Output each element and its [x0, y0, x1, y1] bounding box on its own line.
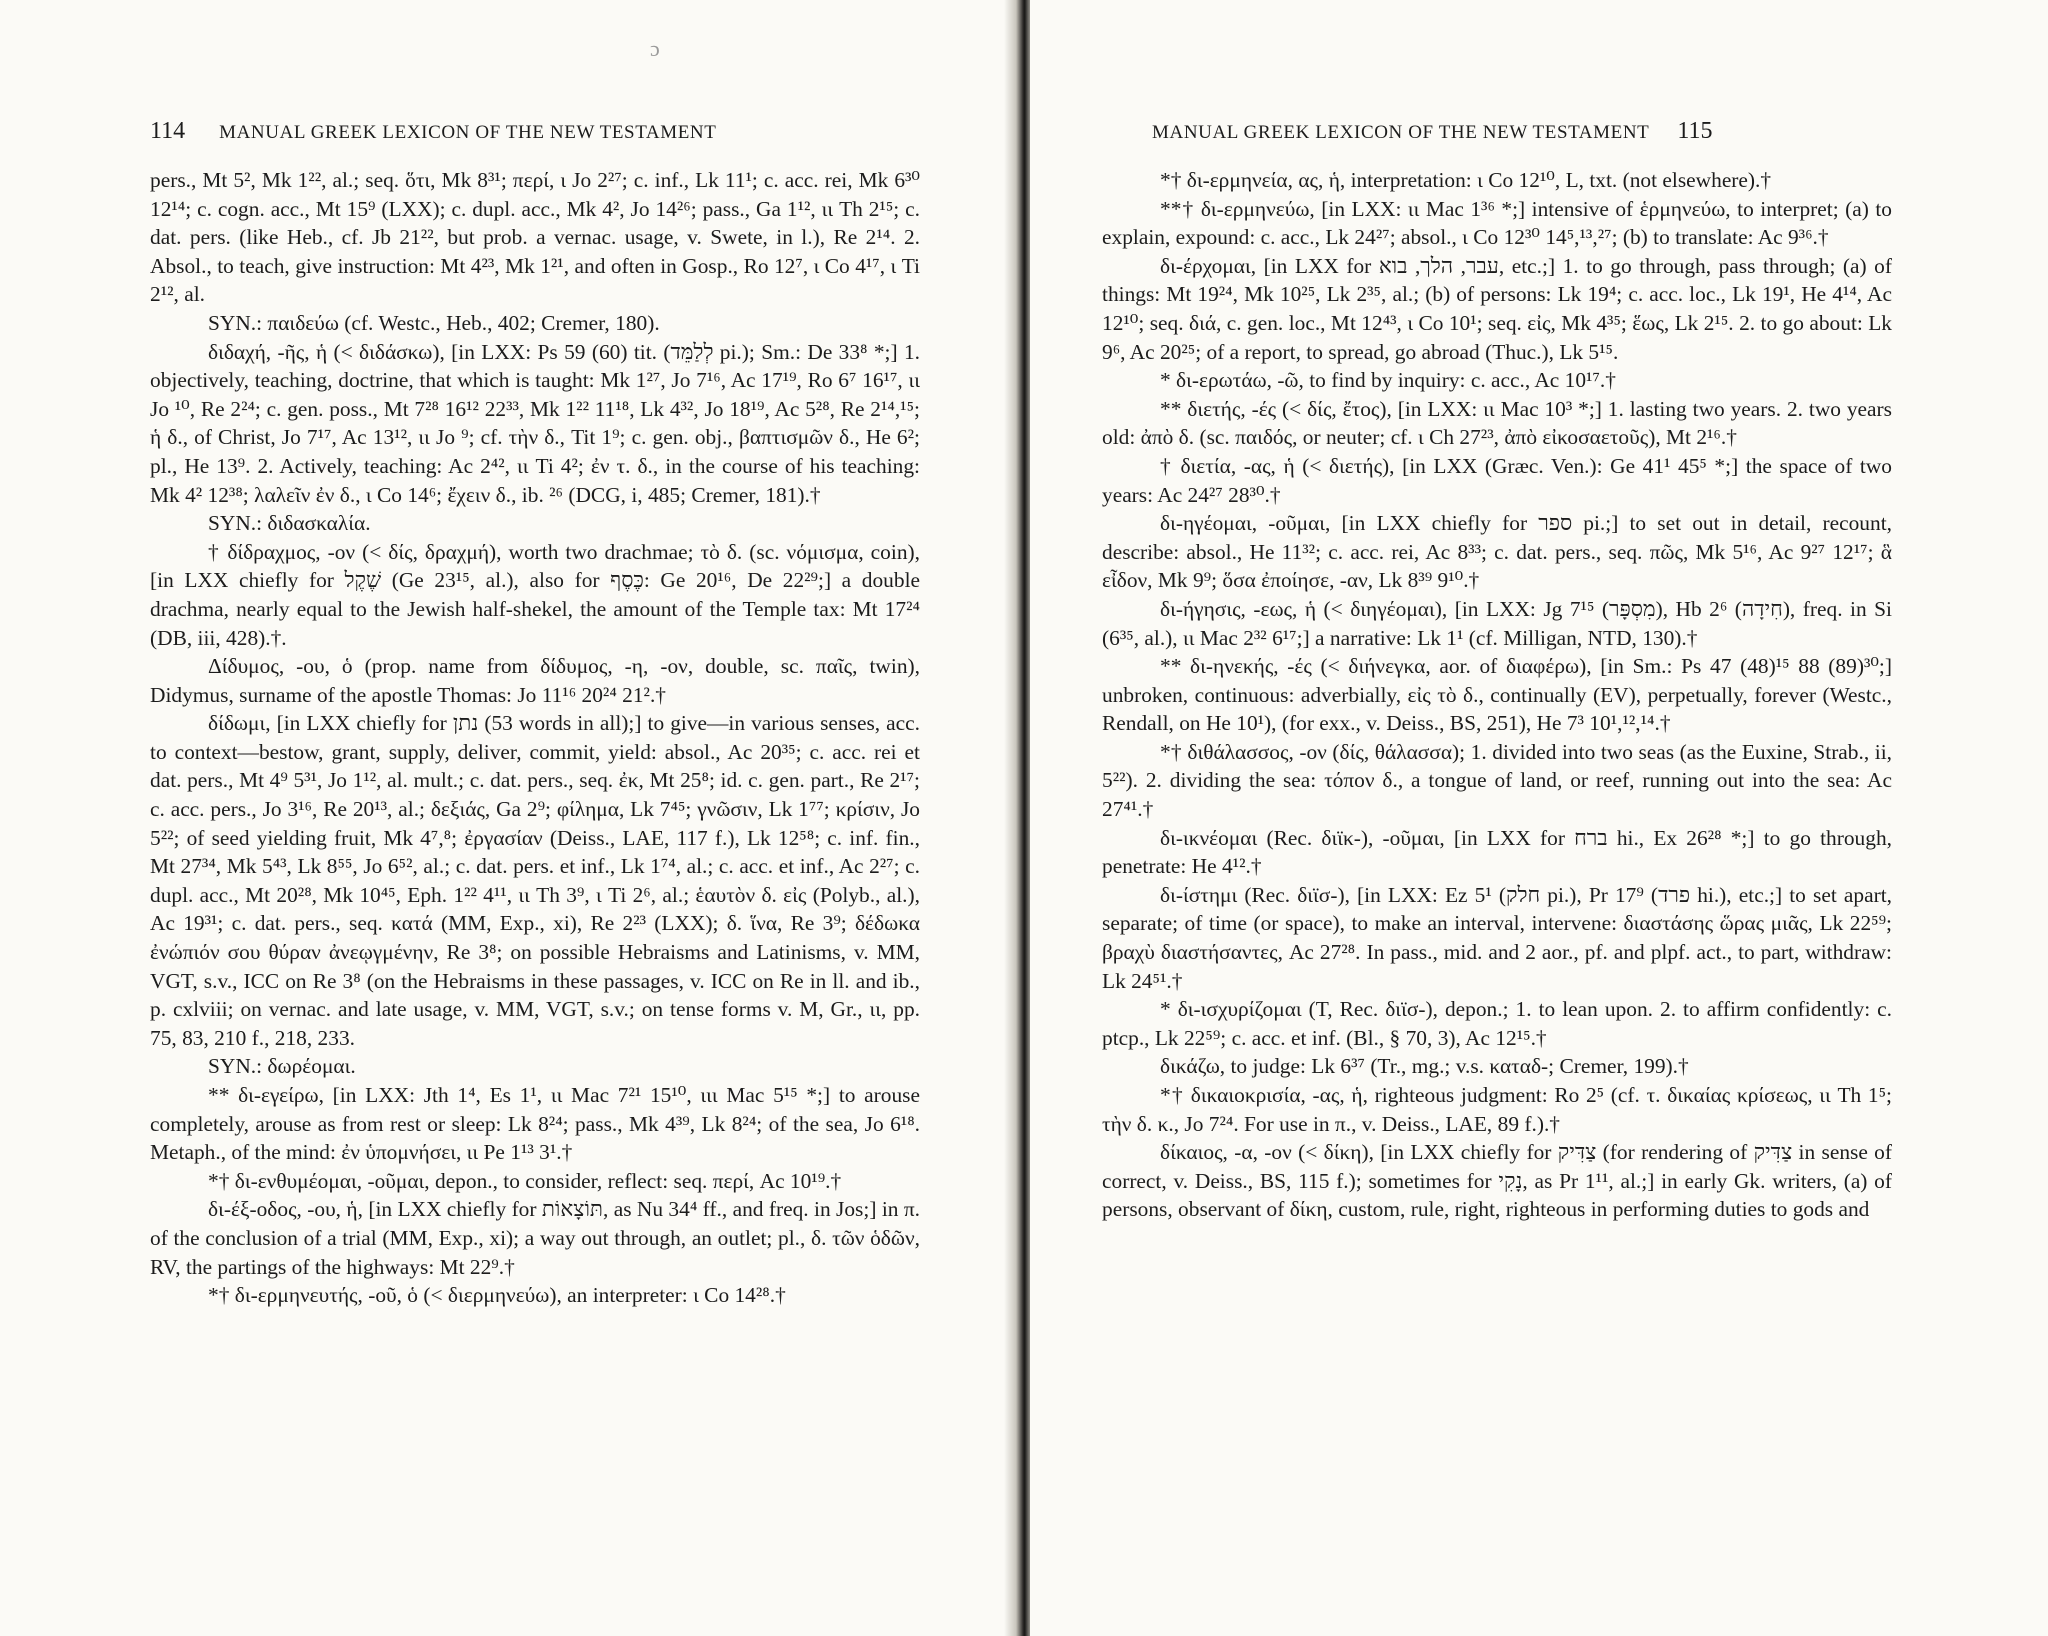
- right-running-head: MANUAL GREEK LEXICON OF THE NEW TESTAMENT: [1152, 122, 1650, 143]
- lexicon-entry: * δι-ισχυρίζομαι (T, Rec. διϊσ-), depon.; 1. to lean upon. 2. to affirm confidently: c. ptcp., Lk 22⁵⁹; c. acc. et inf. (Bl., § 70, 3), Ac 12¹⁵.†: [1102, 997, 1892, 1050]
- lexicon-entry: δι-ηγέομαι, -οῦμαι, [in LXX chiefly for ספר pi.;] to set out in detail, recount, describe: absol., He 11³²; c. acc. rei, Ac 8³³; c. dat. pers., seq. πῶς, Mk 5¹⁶, Ac 9²⁷ 12¹⁷; ἃ εἶδον, Mk 9⁹; ὅσα ἐποίησε, -αν, Lk 8³⁹ 9¹⁰.†: [1102, 511, 1892, 593]
- lexicon-entry: ** δι-εγείρω, [in LXX: Jth 1⁴, Es 1¹, ιι Mac 7²¹ 15¹⁰, ιιι Mac 5¹⁵ *;] to arouse completely, arouse as from rest or sleep: Lk 8²⁴; pass., Mk 4³⁹, Lk 8²⁴; of the sea, Jo 6¹⁸. Metaph., of the mind: ἐν ὑπομνήσει, ιι Pe 1¹³ 3¹.†: [150, 1083, 920, 1165]
- lexicon-entry: ** διετής, -ές (< δίς, ἔτος), [in LXX: ιι Mac 10³ *;] 1. lasting two years. 2. two years old: ἀπὸ δ. (sc. παιδός, or neuter; cf. ι Ch 27²³, ἀπὸ εἰκοσαετοῦς), Mt 2¹⁶.†: [1102, 396, 1892, 450]
- lexicon-entry: δι-έξ-οδος, -ου, ἡ, [in LXX chiefly for תּוֹצָאוֹת, as Nu 34⁴ ff., and freq. in Jos;] in π. of the conclusion of a trial (MM, Exp., xi); a way out through, an outlet; pl., δ. τῶν ὁδῶν, RV, the partings of the highways: Mt 22⁹.†: [150, 1197, 920, 1279]
- lexicon-entry: † δίδραχμος, -ον (< δίς, δραχμή), worth two drachmae; τὸ δ. (sc. νόμισμα, coin), [in LXX chiefly for שֶׁקֶל (Ge 23¹⁵, al.), also for כֶּסֶף: Ge 20¹⁶, De 22²⁹;] a double drachma, nearly equal to the Jewish half-shekel, the amount of the Temple tax: Mt 17²⁴ (DB, iii, 428).†.: [150, 539, 921, 650]
- lexicon-entry: δι-ικνέομαι (Rec. διϊκ-), -οῦμαι, [in LXX for ברח hi., Ex 26²⁸ *;] to go through, penetrate: He 4¹².†: [1102, 825, 1892, 879]
- left-running-head: MANUAL GREEK LEXICON OF THE NEW TESTAMENT: [219, 122, 717, 143]
- stray-mark: ɔ: [650, 36, 660, 61]
- lexicon-entry: διδαχή, -ῆς, ἡ (< διδάσκω), [in LXX: Ps 59 (60) tit. (לְלַמֵּד pi.); Sm.: De 33⁸ *;] 1. objectively, teaching, doctrine, that which is taught: Mk 1²⁷, Jo 7¹⁶, Ac 17¹⁹, Ro 6⁷ 16¹⁷, ιι Jo ¹⁰, Re 2²⁴; c. gen. poss., Mt 7²⁸ 16¹² 22³³, Mk 1²² 11¹⁸, Lk 4³², Jo 18¹⁹, Ac 5²⁸, Re 2¹⁴,¹⁵; ἡ δ., of Christ, Jo 7¹⁷, Ac 13¹², ιι Jo ⁹; cf. τὴν δ., Tit 1⁹; c. gen. obj., βαπτισμῶν δ., He 6²; pl., He 13⁹. 2. Actively, teaching: Ac 2⁴², ιι Ti 4²; ἐν τ. δ., in the course of his teaching: Mk 4² 12³⁸; λαλεῖν ἐν δ., ι Co 14⁶; ἔχειν δ., ib. ²⁶ (DCG, i, 485; Cremer, 181).†: [150, 339, 921, 507]
- left-page-column: [150, 166, 920, 1310]
- lexicon-entry: δι-ήγησις, -εως, ἡ (< διηγέομαι), [in LXX: Jg 7¹⁵ (מִסְפָּר), Hb 2⁶ (חִידָה), freq. in Si (6³⁵, al.), ιι Mac 2³² 6¹⁷;] a narrative: Lk 1¹ (cf. Milligan, NTD, 130).†: [1102, 596, 1892, 650]
- lexicon-entry: *† διθάλασσος, -ον (δίς, θάλασσα); 1. divided into two seas (as the Euxine, Strab., ii, 5²²). 2. dividing the sea: τόπον δ., a tongue of land, or reef, running out into the sea: Ac 27⁴¹.†: [1102, 739, 1892, 822]
- lexicon-entry: δι-έρχομαι, [in LXX for עבר, הלך, בוא, etc.;] 1. to go through, pass through; (a) of things: Mt 19²⁴, Mk 10²⁵, Lk 2³⁵, al.; (b) of persons: Lk 19⁴; c. acc. loc., Lk 19¹, He 4¹⁴, Ac 12¹⁰; seq. διά, c. gen. loc., Mt 12⁴³, ι Co 10¹; seq. εἰς, Mk 4³⁵; ἕως, Lk 2¹⁵. 2. to go about: Lk 9⁶, Ac 20²⁵; of a report, to spread, go abroad (Thuc.), Lk 5¹⁵.: [1102, 253, 1893, 364]
- lexicon-entry: δι-ίστημι (Rec. διϊσ-), [in LXX: Ez 5¹ (חלק pi.), Pr 17⁹ (פרד hi.), etc.;] to set apart, separate; of time (or space), to make an interval, intervene: διαστάσης ὥρας μιᾶς, Lk 22⁵⁹; βραχὺ διαστήσαντες, Ac 27²⁸. In pass., mid. and 2 aor., pf. and plpf. act., to part, withdraw: Lk 24⁵¹.†: [1102, 882, 1892, 993]
- synonym-note: SYN.: δωρέομαι.: [208, 1054, 356, 1079]
- lexicon-entry: *† δι-ερμηνευτής, -οῦ, ὁ (< διερμηνεύω), an interpreter: ι Co 14²⁸.†: [208, 1283, 786, 1308]
- lexicon-entry: δικάζω, to judge: Lk 6³⁷ (Tr., mg.; v.s. καταδ-; Cremer, 199).†: [1160, 1054, 1689, 1079]
- synonym-note: SYN.: παιδεύω (cf. Westc., Heb., 402; Cremer, 180).: [208, 310, 660, 335]
- lexicon-entry: δίδωμι, [in LXX chiefly for נתן (53 words in all);] to give—in various senses, acc. to context—bestow, grant, supply, deliver, commit, yield: absol., Ac 20³⁵; c. acc. rei et dat. pers., Mt 4⁹ 5³¹, Jo 1¹², al. mult.; c. dat. pers., seq. ἐκ, Mt 25⁸; id. c. gen. part., Re 2¹⁷; c. acc. pers., Jo 3¹⁶, Re 20¹³, al.; δεξιάς, Ga 2⁹; φίλημα, Lk 7⁴⁵; γνῶσιν, Lk 1⁷⁷; κρίσιν, Jo 5²²; of seed yielding fruit, Mk 4⁷,⁸; ἐργασίαν (Deiss., LAE, 117 f.), Lk 12⁵⁸; c. inf. fin., Mt 27³⁴, Mk 5⁴³, Lk 8⁵⁵, Jo 6⁵², al.; c. dat. pers. et inf., Lk 1⁷⁴, al.; c. acc. et inf., Ac 2²⁷; c. dupl. acc., Mt 20²⁸, Mk 10⁴⁵, Eph. 1²² 4¹¹, ιι Th 3⁹, ι Ti 2⁶, al.; ἑαυτὸν δ. εἰς (Polyb., al.), Ac 19³¹; c. dat. pers., seq. κατά (MM, Exp., xi), Re 2²³ (LXX); δ. ἵνα, Re 3⁹; δέδωκα ἐνώπιόν σου θύραν ἀνεῳγμένην, Re 3⁸; on possible Hebraisms and Latinisms, v. MM, VGT, s.v., ICC on Re 3⁸ (on the Hebraisms in these passages, v. ICC on Re in ll. and ib., p. cxlviii; on vernac. and late usage, v. MM, VGT, s.v.; on tense forms v. M, Gr., ιι, pp. 75, 83, 210 f., 218, 233.: [150, 711, 920, 1050]
- lexicon-entry: *† δικαιοκρισία, -ας, ἡ, righteous judgment: Ro 2⁵ (cf. τ. δικαίας κρίσεως, ιι Th 1⁵; τὴν δ. κ., Jo 7²⁴. For use in π., v. Deiss., LAE, 89 f.).†: [1102, 1083, 1892, 1136]
- lexicon-entry: ** δι-ηνεκής, -ές (< διήνεγκα, aor. of διαφέρω), [in Sm.: Ps 47 (48)¹⁵ 88 (89)³⁰;] unbroken, continuous: adverbially, εἰς τὸ δ., continually (EV), perpetually, forever (Westc., Rendall, on He 10¹), (for exx., v. Deiss., BS, 251), He 7³ 10¹,¹²,¹⁴.†: [1102, 654, 1892, 736]
- right-page-column: [1102, 166, 1892, 1224]
- lexicon-entry: pers., Mt 5², Mk 1²², al.; seq. ὅτι, Mk 8³¹; περί, ι Jo 2²⁷; c. inf., Lk 11¹; c. acc. rei, Mk 6³⁰ 12¹⁴; c. cogn. acc., Mt 15⁹ (LXX); c. dupl. acc., Mk 4², Jo 14²⁶; pass., Ga 1¹², ιι Th 2¹⁵; c. dat. pers. (like Heb., cf. Jb 21²², but prob. a vernac. usage, v. Swete, in l.), Re 2¹⁴. 2. Absol., to teach, give instruction: Mt 4²³, Mk 1²¹, and often in Gosp., Ro 12⁷, ι Co 4¹⁷, ι Ti 2¹², al.: [150, 168, 920, 307]
- synonym-note: SYN.: διδασκαλία.: [208, 511, 371, 536]
- right-page-header: [1152, 118, 1712, 145]
- lexicon-entry: Δίδυμος, -ου, ὁ (prop. name from δίδυμος, -η, -ον, double, sc. παῖς, twin), Didymus, surname of the apostle Thomas: Jo 11¹⁶ 20²⁴ 21².†: [150, 654, 920, 707]
- left-page-number: 114: [150, 118, 186, 144]
- left-page: [0, 0, 1020, 1636]
- lexicon-entry: **† δι-ερμηνεύω, [in LXX: ιι Mac 1³⁶ *;] intensive of ἑρμηνεύω, to interpret; (a) to explain, expound: c. acc., Lk 24²⁷; absol., ι Co 12³⁰ 14⁵,¹³,²⁷; (b) to translate: Ac 9³⁶.†: [1102, 196, 1892, 250]
- lexicon-entry: * δι-ερωτάω, -ῶ, to find by inquiry: c. acc., Ac 10¹⁷.†: [1160, 368, 1616, 393]
- left-page-header: [150, 118, 716, 145]
- lexicon-entry: *† δι-ενθυμέομαι, -οῦμαι, depon., to consider, reflect: seq. περί, Ac 10¹⁹.†: [208, 1168, 842, 1193]
- lexicon-entry: δίκαιος, -α, -ον (< δίκη), [in LXX chiefly for צַדִּיק (for rendering of צַדִּיק in sense of correct, v. Deiss., BS, 115 f.); sometimes for נָקִי, as Pr 1¹¹, al.;] in early Gk. writers, (a) of persons, observant of δίκη, custom, rule, right, righteous in performing duties to gods and: [1102, 1140, 1893, 1222]
- right-page: [1030, 0, 2048, 1636]
- right-page-number: 115: [1677, 118, 1713, 144]
- lexicon-entry: *† δι-ερμηνεία, ας, ἡ, interpretation: ι Co 12¹⁰, L, txt. (not elsewhere).†: [1160, 168, 1772, 192]
- lexicon-entry: † διετία, -ας, ἡ (< διετής), [in LXX (Græc. Ven.): Ge 41¹ 45⁵ *;] the space of two years: Ac 24²⁷ 28³⁰.†: [1102, 453, 1892, 507]
